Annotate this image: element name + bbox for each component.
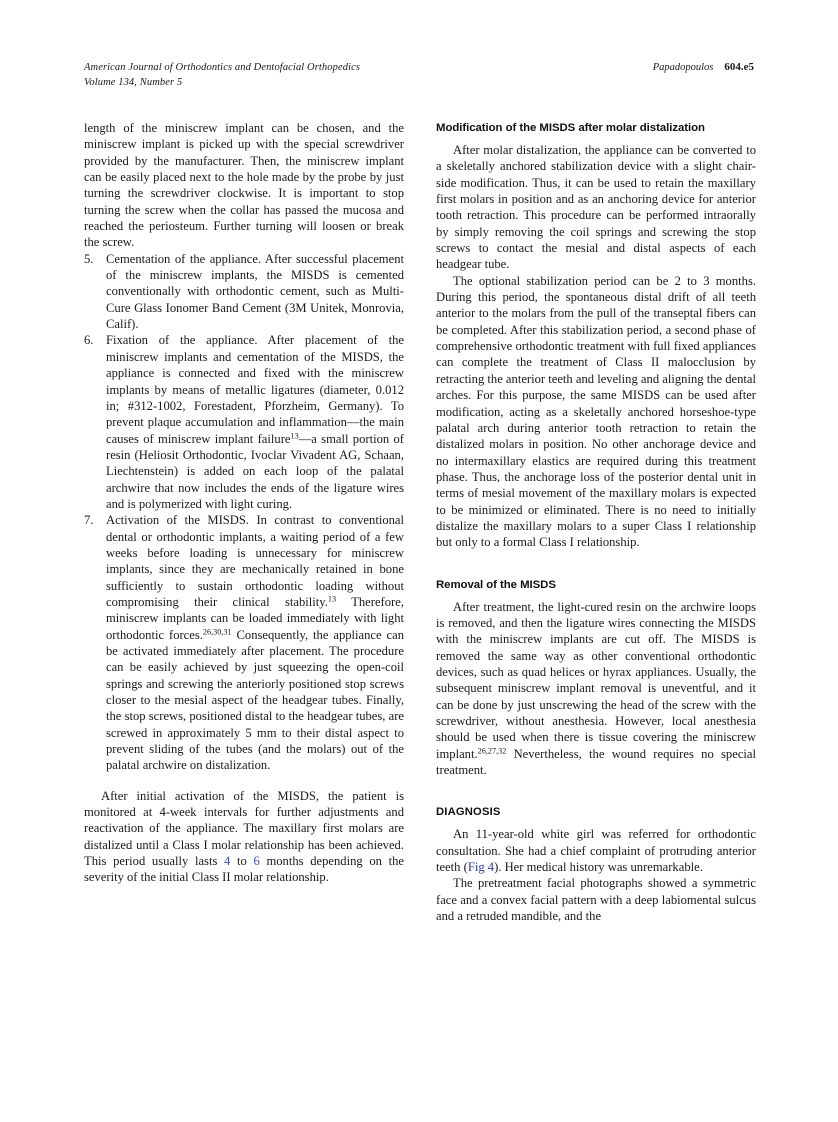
paragraph-text-part3: months depending on the severity of the initial Class II molar relationship. xyxy=(84,854,405,885)
figure-cross-reference[interactable]: Fig 4 xyxy=(467,860,495,875)
heading-diagnosis: DIAGNOSIS xyxy=(436,806,501,819)
paragraph-final-left xyxy=(84,788,404,886)
list-item-number: 5. xyxy=(84,251,94,266)
list-item-text: Cementation of the appliance. After successful placement of the miniscrew implants, the MISDS is cemented conventionally with orthodontic cement, such as Multi-Cure Glass Ionomer Band Cement (3M Unitek, Monrovia, Calif). xyxy=(106,251,404,332)
list-item xyxy=(84,512,404,774)
heading-removal: Removal of the MISDS xyxy=(436,578,556,591)
paragraph-text-part1: An 11-year-old white girl was referred for orthodontic consultation. She had a chief complaint of protruding anterior teeth ( xyxy=(436,827,756,875)
journal-volume-line: Volume 134, Number 5 xyxy=(84,77,183,88)
reference-superscript: 13 xyxy=(327,594,337,604)
page-number: 604.e5 xyxy=(724,61,754,73)
paragraph-modification-1: After molar distalization, the appliance can be converted to a skeletally anchored stabilization device with a slight chair-side modification. Thus, it can be used to retain the maxillary first molars in position and as an anchoring device for anterior tooth retraction. This procedure can be performed intraorally by simply removing the coil springs and screwing the stop screws to contact the mesial and distal aspects of each headgear tube. xyxy=(436,143,756,272)
list-item xyxy=(84,251,404,333)
left-column xyxy=(84,120,404,924)
list-item-text-part1: Activation of the MISDS. In contrast to conventional dental or orthodontic implants, a waiting period of a few weeks before loading is unnecessary for miniscrew implants, since they are mechanically retained in bone sufficiently to sustain orthodontic loading without compromising their clinical stability. xyxy=(106,513,404,609)
numeric-xref-4: 4 xyxy=(224,854,231,869)
reference-superscript: 26,30,31 xyxy=(202,627,232,637)
numeric-xref-6: 6 xyxy=(253,854,260,869)
list-item-text-part1: Fixation of the appliance. After placement of the miniscrew implants and cementation of the MISDS, the appliance is connected and fixed with the miniscrew implants by means of metallic ligatures (diameter, 0.012 in; #312-1002, Forestadent, Pforzheim, Germany). To prevent plaque accumulation and inflammation—the main causes of miniscrew implant failure xyxy=(106,333,404,446)
two-column-body xyxy=(84,120,756,924)
list-item-number: 7. xyxy=(84,513,94,528)
paragraph-text-part1: After treatment, the light-cured resin on the archwire loops is removed, and then the ligature wires connecting the MISDS with the miniscrew implants are cut off. The MISDS is removed the same way as other conventional orthodontic devices, such as quad helices or hyrax appliances. Usually, the subsequent miniscrew implant removal is uneventful, and it can be done by just unscrewing the head of the screw with the screwdriver, without anesthesia. However, local anesthesia should be used when there is tissue covering the miniscrew implant. xyxy=(436,599,756,761)
list-item-number: 6. xyxy=(84,333,94,348)
list-item-text-part2: —a small portion of resin (Heliosit Orthodontic, Ivoclar Vivadent AG, Schaan, Liechtenstein) is added on each loop of the palatal archwire that now includes the ends of the ligature wires and is polymerized with light curing. xyxy=(106,431,404,511)
paragraph-modification-2: The optional stabilization period can be 2 to 3 months. During this period, the spontaneous distal drift of all teeth anterior to the molars from the pull of the transeptal fibers can be completed. After this stabilization period, a second phase of comprehensive orthodontic treatment with full fixed appliances can complete the treatment of Class II malocclusion by retracting the anterior teeth and leveling and aligning the dental arches. For this purpose, the same MISDS can be used after modification, acting as a skeletally anchored horseshoe-type palatal arch during anterior tooth retraction to retain the distalized molars in position. No other anchorage device and no intermaxillary elastics are required during this treatment phase. Thus, the anchorage loss of the posterior dental unit in terms of mesial movement of the maxillary molars is expected to be minimized or eliminated. There is no need to initially distalize the maxillary molars to a super Class I relationship but only to a formal Class I relationship. xyxy=(436,273,756,550)
reference-superscript: 13 xyxy=(290,431,299,441)
paragraph-text-part2: Nevertheless, the wound requires no special treatment. xyxy=(436,746,756,778)
paragraph-text-part2: ). Her medical history was unremarkable. xyxy=(494,860,703,875)
reference-superscript: 26,27,32 xyxy=(477,746,507,756)
running-head-author: Papadopoulos xyxy=(652,62,714,73)
running-head-journal xyxy=(84,60,360,90)
numbered-step-list xyxy=(84,251,404,774)
paragraph-continued: length of the miniscrew implant can be chosen, and the miniscrew implant is picked up with the special screwdriver provided by the manufacturer. Then, the miniscrew implant can be easily placed next to the hole made by the probe by just turning the screwdriver clockwise. It is important to stop turning the screw when the collar has passed the mucosa and reached the periosteum. Further turning will loosen or break the screw. xyxy=(84,121,404,250)
list-item xyxy=(84,332,404,512)
list-item-text-part2: Therefore, miniscrew implants can be loaded immediately with light orthodontic forces. xyxy=(106,594,404,642)
running-head-author-page xyxy=(653,60,754,75)
right-column xyxy=(436,120,756,924)
paragraph-diagnosis-1 xyxy=(436,826,756,875)
paragraph-diagnosis-2: The pretreatment facial photographs showed a symmetric face and a convex facial pattern with a deep labiomental sulcus and a retruded mandible, and the xyxy=(436,876,756,924)
paragraph-removal xyxy=(436,599,756,779)
paragraph-text-part2: to xyxy=(230,854,254,869)
journal-title-line: American Journal of Orthodontics and Dentofacial Orthopedics xyxy=(84,62,361,73)
list-item-text-part3: Consequently, the appliance can be activated immediately after placement. The procedure can be easily achieved by just squeezing the open-coil springs and screwing the anteriorly positioned stop screws closer to the mesial aspect of the headgear tubes. Finally, the stop screws, positioned distal to the headgear tubes, are screwed in approximately 5 mm to their distal aspect to prevent sliding of the tubes (and the molars) out of the palatal archwire on distalization. xyxy=(106,627,405,773)
heading-modification: Modification of the MISDS after molar distalization xyxy=(436,122,705,134)
running-head xyxy=(84,60,754,90)
paragraph-text-part1: After initial activation of the MISDS, the patient is monitored at 4-week intervals for further adjustments and reactivation of the appliance. The maxillary first molars are distalized until a Class I molar relationship has been achieved. This period usually lasts xyxy=(84,788,404,869)
